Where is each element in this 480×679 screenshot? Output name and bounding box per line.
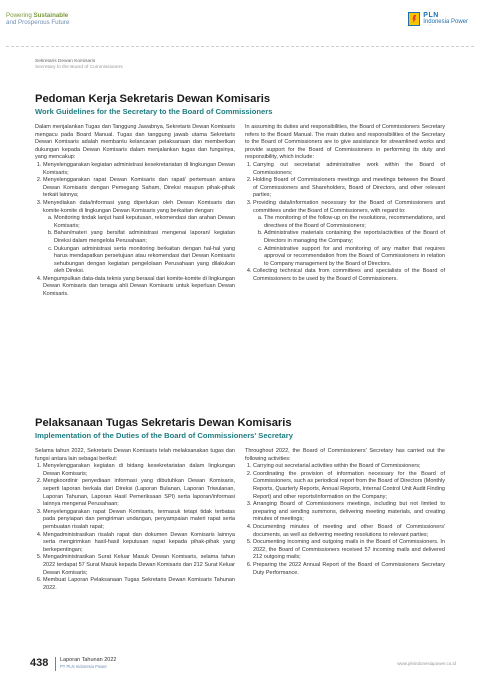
brand-bold: Sustainable bbox=[33, 12, 69, 19]
list-item: 3. Arranging Board of Commissioners meetings, including but not limited to preparing and sending summons, delivering meeting materials, and creating minutes of meetings; bbox=[253, 501, 445, 524]
sub-list-item: b. Administrative materials containing the reports/activities of the Board of Directors in managing the Company; bbox=[264, 230, 445, 245]
list-item: 3. Menyelenggarakan rapat Dewan Komisaris, termasuk tetapi tidak terbatas pada penyiapan dan pengiriman undangan, penyampaian materi rapat serta pembuatan risalah rapat; bbox=[43, 509, 235, 532]
breadcrumb-id: Sekretaris Dewan Komisaris bbox=[35, 59, 96, 64]
section1-subtitle: Work Guidelines for the Secretary to the Board of Commissioners bbox=[35, 107, 273, 116]
pln-logo-block bbox=[408, 12, 468, 26]
sub-list-item: a. Monitoring tindak lanjut hasil keputusan, rekomendasi dan arahan Dewan Komisaris; bbox=[54, 215, 235, 230]
page-header bbox=[6, 10, 474, 34]
list-item: Menyediakan data/informasi yang diperlukan oleh Dewan Komisaris dan komite-komite di lingkungan Dewan Komisaris yang berkaitan dengan: bbox=[43, 199, 235, 214]
footer-url[interactable]: www.plnindonesiapower.co.id bbox=[397, 661, 456, 666]
sub-list-item: b. Bahan/materi yang bersifat administrasi mengenai laporan/ kegiatan Direksi dalam mengelola Perusahaan; bbox=[54, 230, 235, 245]
page-footer bbox=[0, 653, 480, 679]
list-item: 2. Mengkoordinir penyediaan informasi yang dibutuhkan Dewan Komisaris, seperti laporan berkala dari Direksi (Laporan Bulanan, Laporan Triwulanan, Laporan Tahunan, Laporan Hasil Pemeriksaan SPI) serta laporan/informasi lainnya mengenai Perusahaan; bbox=[43, 478, 235, 508]
page-number: 438 bbox=[30, 657, 49, 669]
header-divider bbox=[6, 46, 474, 47]
section2-subtitle: Implementation of the Duties of the Board of Commissioners' Secretary bbox=[35, 431, 293, 440]
sub-list-item: a. The monitoring of the follow-up on the resolutions, recommendations, and directives of the Board of Commissioners; bbox=[264, 215, 445, 230]
footer-report-label bbox=[60, 657, 116, 670]
list-item: 6. Preparing the 2022 Annual Report of the Board of Commissioners Secretary Duty Performance. bbox=[253, 562, 445, 577]
brand-prefix: Powering bbox=[6, 12, 34, 19]
report-title: Laporan Tahunan 2022 bbox=[60, 657, 117, 663]
list-item: 1. Menyelenggarakan kegiatan di bidang kesekretariatan dalam lingkungan Dewan Komisaris; bbox=[43, 463, 235, 478]
footer-divider bbox=[55, 657, 56, 671]
breadcrumb-en: Secretary to the Board of Commissioners bbox=[35, 65, 123, 70]
pln-logo-icon bbox=[408, 12, 420, 26]
list-item: 2. Coordinating the provision of information necessary for the Board of Commissioners, such as periodical report from the Board of Directors (Monthly Reports, Quarterly Reports, Annual Reports, Internal Control Unit Audit Finding Report) and other reports/information on the Company; bbox=[253, 471, 445, 501]
logo-sub: Indonesia Power bbox=[423, 19, 468, 25]
section2-right-column bbox=[245, 448, 445, 577]
list-item: 4. Documenting minutes of meeting and other Board of Commissioners' documents, as well as delivering meeting resolutions to relevant parties; bbox=[253, 524, 445, 539]
list-item: 5. Mengadministrasikan Surat Keluar Masuk Dewan Komisaris, selama tahun 2022 terdapat 57 Surat Masuk kepada Dewan Komisaris dan 212 Surat Keluar Dewan Komisaris; bbox=[43, 554, 235, 577]
section2-left-intro: Selama tahun 2022, Sekretaris Dewan Komisaris telah melaksanakan tugas dan fungsi antara lain sebagai berikut: bbox=[35, 448, 235, 462]
list-item: 4. Collecting technical data from committees and specialists of the Board of Commissioners to be used by the Board of Commissioners. bbox=[253, 268, 445, 283]
list-item: 4. Mengadministrasikan risalah rapat dan dokumen Dewan Komisaris lainnya serta mengirimkan hasil-hasil keputusan rapat kepada pihak-pihak yang berkepentingan; bbox=[43, 532, 235, 555]
section1-left-column bbox=[35, 124, 235, 299]
list-item: Providing data/information necessary for the Board of Commissioners and committees under the Board of Commissioners, with regard to: bbox=[253, 199, 445, 214]
section1-left-intro: Dalam menjalankan Tugas dan Tanggung Jawabnya, Sekretaris Dewan Komisaris mengacu pada Board Manual. Tugas dan tanggung jawab utama Sekretaris Dewan Komisaris adalah membantu kelancaran pelaksanaan dan memberikan dukungan kepada Dewan Komisaris dalam menjalankan tugas dan fungsinya, yang mencakup: bbox=[35, 124, 235, 161]
brand-sub: and Prosperous Future bbox=[6, 19, 70, 26]
section2-title: Pelaksanaan Tugas Sekretaris Dewan Komisaris bbox=[35, 417, 292, 429]
section1-title: Pedoman Kerja Sekretaris Dewan Komisaris bbox=[35, 93, 271, 105]
section2-left-column bbox=[35, 448, 235, 592]
sub-list-item: c. Dukungan administrasi serta monitoring berkaitan dengan hal-hal yang harus mendapatkan persetujuan atau rekomendasi dari Dewan Komisaris sehubungan dengan kegiatan pengelolaan Perusahaan yang dilakukan oleh Direksi. bbox=[54, 246, 235, 276]
section2-right-intro: Throughout 2022, the Board of Commissioners' Secretary has carried out the following activities: bbox=[245, 448, 445, 462]
list-item: 2. Menyelenggarakan rapat Dewan Komisaris dan rapat/ pertemuan antara Dewan Komisaris dengan Pemegang Saham, Direksi maupun pihak-pihak terkait lainnya; bbox=[43, 177, 235, 200]
logo-name: PLN bbox=[423, 12, 439, 19]
report-sub: PT PLN Indonesia Power bbox=[60, 663, 107, 669]
list-item: 1. Carrying out secretariat administrative work within the Board of Commissioners; bbox=[253, 162, 445, 177]
sub-list-item: c. Administrative support for and monitoring of any matter that requires approval or recommendation from the Board of Commissioners in relation to Company management by the Board of Directors. bbox=[264, 246, 445, 269]
list-item: 1. Menyelenggarakan kegiatan administrasi kesekretariatan di lingkungan Dewan Komisaris; bbox=[43, 162, 235, 177]
section1-right-column bbox=[245, 124, 445, 283]
list-item: 1. Carrying out secretarial activities within the Board of Commissioners; bbox=[253, 463, 445, 471]
breadcrumb bbox=[35, 59, 123, 71]
list-item: 5. Documenting incoming and outgoing mails in the Board of Commissioners. In 2022, the Board of Commissioners received 57 incoming mails and delivered 212 outgoing mails; bbox=[253, 539, 445, 562]
list-item: 4. Mengumpulkan data-data teknis yang berasal dari komite-komite di lingkungan Dewan Komisaris dan tenaga ahli Dewan Komisaris untuk keperluan Dewan Komisaris. bbox=[43, 276, 235, 299]
list-item: 6. Membuat Laporan Pelaksanaan Tugas Sekretaris Dewan Komisaris Tahunan 2022. bbox=[43, 577, 235, 592]
list-item: 2. Holding Board of Commissioners meetings and meetings between the Board of Commissioners and Shareholders, Board of Directors, and other relevant parties; bbox=[253, 177, 445, 200]
section1-right-intro: In assuming its duties and responsibilities, the Board of Commissioners Secretary refers to the Board Manual. The main duties and responsibilities of the Secretary to the Board of Commissioners are to give assistance for streamlined works and provide support for the Board of Commissioners in performing its duty and responsibility, which include: bbox=[245, 124, 445, 161]
brand-tagline bbox=[6, 12, 69, 26]
